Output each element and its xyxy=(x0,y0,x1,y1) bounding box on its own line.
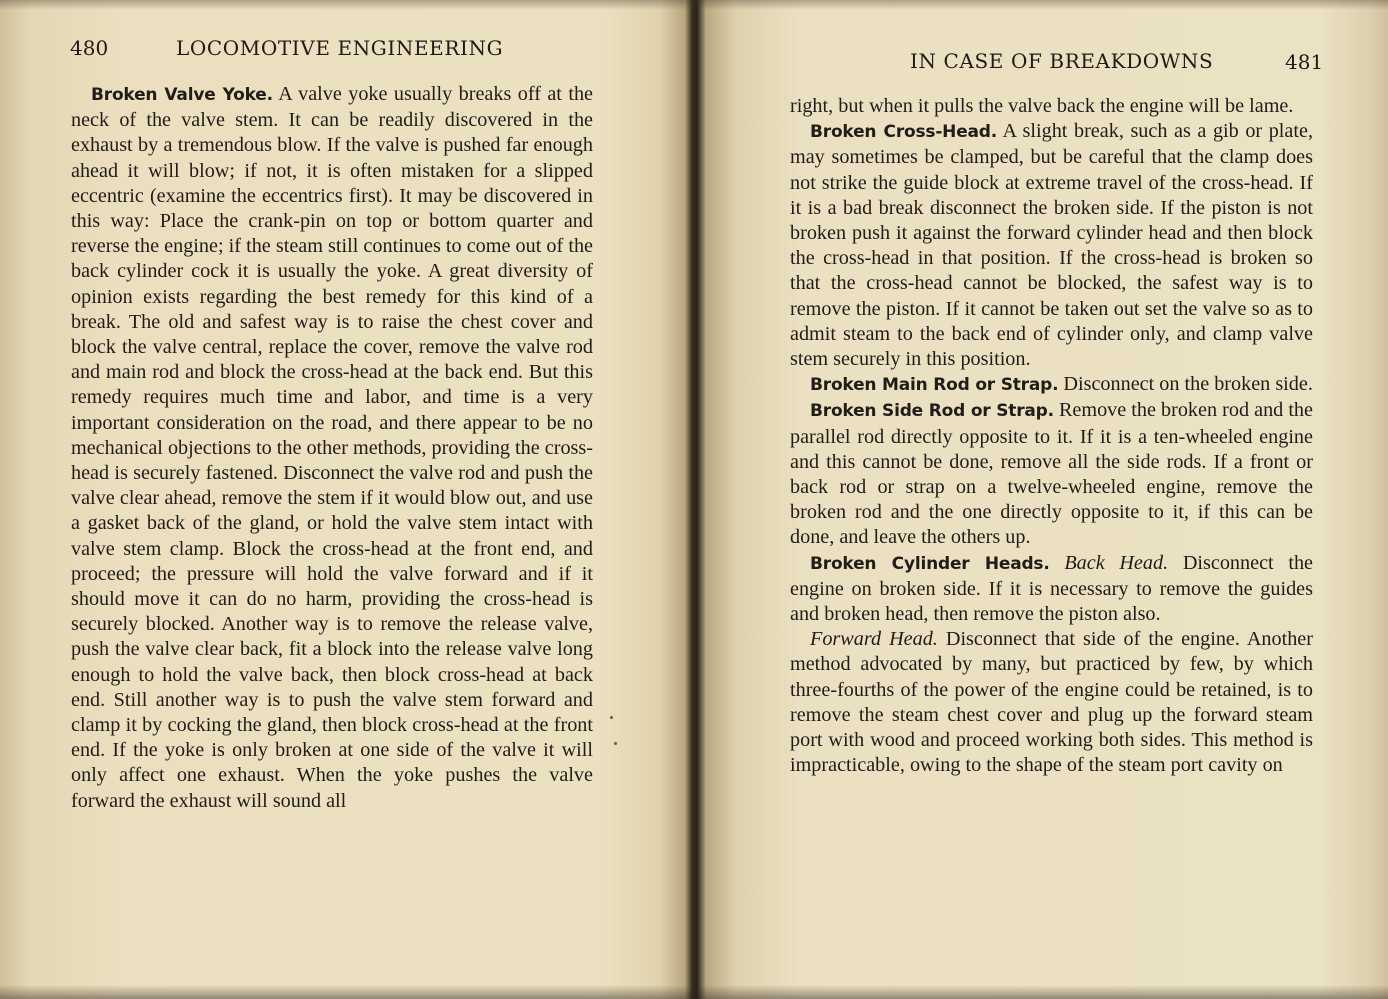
right-running-title: IN CASE OF BREAKDOWNS xyxy=(910,49,1214,73)
paragraph-forward-head xyxy=(790,627,1313,778)
paragraph-text: Disconnect that side of the engine. Another method advocated by many, but practiced by few, by which three-fourths of the power of the engine could be retained, is to remove the steam chest cover and plug up the forward steam port with wood and proceed working both sides. This method is impracticable, owing to the shape of the steam port cavity on xyxy=(790,628,1313,777)
sub-heading: Back Head. xyxy=(1064,551,1169,574)
section-heading: Broken Side Rod or Strap. xyxy=(810,401,1054,422)
paper-speck xyxy=(610,716,613,719)
paragraph-broken-cross-head xyxy=(790,119,1313,372)
section-heading: Broken Main Rod or Strap. xyxy=(810,375,1059,396)
section-heading: Broken Valve Yoke. xyxy=(91,85,273,105)
paragraph-broken-side-rod xyxy=(790,398,1313,550)
paragraph-text: Disconnect on the broken side. xyxy=(1058,373,1313,396)
paragraph-text: A slight break, such as a gib or plate, may sometimes be clamped, but be careful that the clamp does not strike the guide block at extreme travel of the cross-head. If it is a bad break disconnect the broken side. If the piston is not broken push it against the forward cylinder head and then block the cross-head in that position. If the cross-head is broken so that the cross-head cannot be blocked, the safest way is to remove the piston. If it cannot be taken out set the valve so as to admit steam to the back end of cylinder only, and clamp valve stem securely in this position. xyxy=(790,120,1313,371)
paragraph-text: Remove the broken rod and the parallel rod directly opposite to it. If it is a ten-wheeled engine and this cannot be done, remove all the side rods. If a front or back rod or strap on a twelve-wheeled engine, remove the broken rod and the one directly opposite to it, if this can be done, and leave the others up. xyxy=(790,399,1313,549)
page-bottom-shadow xyxy=(0,985,1388,999)
page-top-shadow xyxy=(0,0,1388,10)
right-page-number: 481 xyxy=(1285,50,1324,74)
left-running-title: LOCOMOTIVE ENGINEERING xyxy=(176,36,504,60)
sub-heading: Forward Head. xyxy=(810,628,938,651)
left-page-number: 480 xyxy=(70,36,109,60)
left-body-text xyxy=(71,82,593,814)
paragraph-broken-valve-yoke xyxy=(71,82,593,814)
section-heading: Broken Cylinder Heads. xyxy=(810,553,1050,574)
paragraph-broken-main-rod xyxy=(790,372,1313,398)
paragraph-broken-cylinder-heads xyxy=(790,551,1313,628)
paragraph-text: Disconnect the engine on broken side. If it is necessary to remove the guides and broken head, then remove the piston also. xyxy=(790,551,1314,626)
paragraph-text: A valve yoke usually breaks off at the neck of the valve stem. It can be readily discovered in the exhaust by a tremendous blow. If the valve is pushed far enough ahead it will blow; if not, it is often mistaken for a slipped eccentric (examine the eccentrics first). It may be discovered in this way: Place the crank-pin on top or bottom quarter and reverse the engine; if the steam still continues to come out of the back cylinder cock it is usually the yoke. A great diversity of opinion exists regarding the best remedy for this kind of a break. The old and safest way is to raise the chest cover and block the valve central, replace the cover, remove the valve rod and main rod and block the cross-head at the back end. But this remedy requires much time and labor, and time is a very important consideration on the road, and there appear to be no mechanical objections to the other methods, providing the cross-head is securely fastened. Disconnect the valve rod and push the valve clear ahead, remove the stem if it would blow out, and use a gasket back of the gland, or hold the valve stem intact with valve stem clamp. Block the cross-head at the front end, and proceed; the pressure will hold the valve forward and if it should move it can do no harm, providing the cross-head is securely blocked. Another way is to remove the release valve, push the valve clear back, fit a block into the release valve long enough to hold the valve back, then block cross-head at back end. Still another way is to push the valve stem forward and clamp it by cocking the gland, then block cross-head at the front end. If the yoke is only broken at one side of the valve it will only affect one exhaust. When the yoke pushes the valve forward the exhaust will sound all xyxy=(71,83,593,812)
continuation-paragraph: right, but when it pulls the valve back the engine will be lame. xyxy=(790,95,1294,117)
right-body-text xyxy=(790,94,1313,778)
section-heading: Broken Cross-Head. xyxy=(810,122,998,143)
paper-speck xyxy=(614,742,617,745)
